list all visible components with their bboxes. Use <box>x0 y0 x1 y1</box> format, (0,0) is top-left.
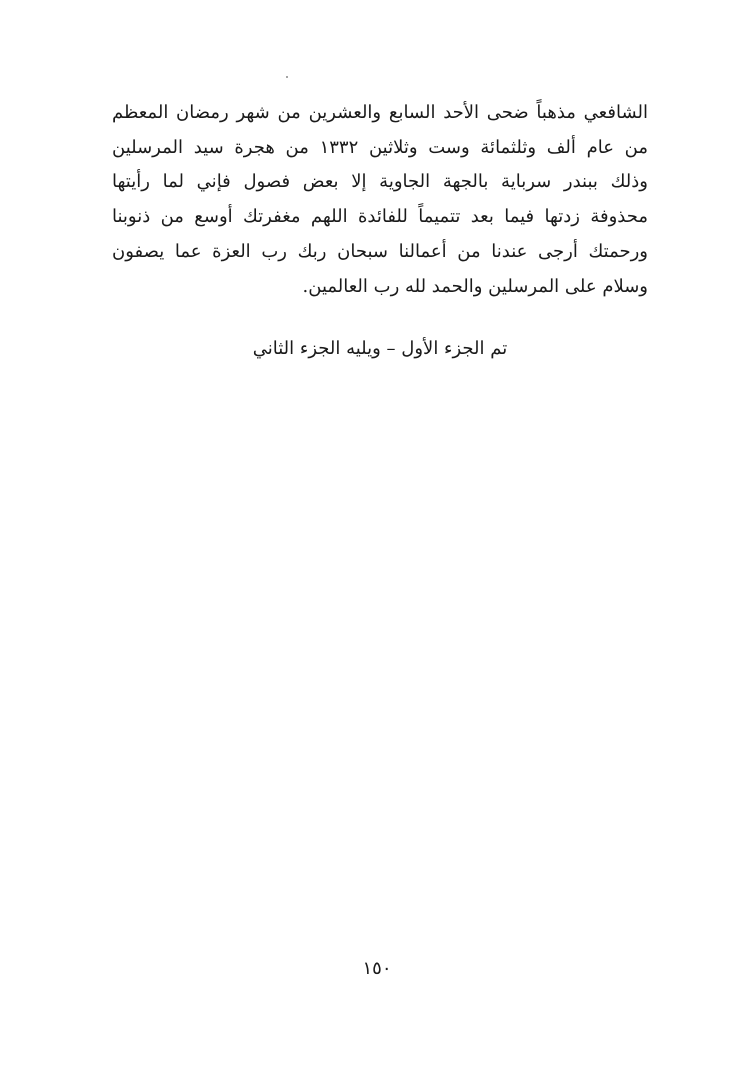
closing-line: تم الجزء الأول – ويليه الجزء الثاني <box>252 338 508 359</box>
page-number: ١٥٠ <box>362 958 392 979</box>
text-line: وذلك ببندر سرباية بالجهة الجاوية إلا بعض فصول فإني لما رأيتها <box>112 171 648 193</box>
text-line: من عام ألف وثلثمائة وست وثلاثين ١٣٣٢ من هجرة سيد المرسلين <box>112 136 648 158</box>
text-line: وسلام على المرسلين والحمد لله رب العالمين. <box>302 275 648 297</box>
scan-speck <box>286 76 288 78</box>
text-line: الشافعي مذهباً ضحى الأحد السابع والعشرين من شهر رمضان المعظم <box>112 102 648 123</box>
text-line: محذوفة زدتها فيما بعد تتميماً للفائدة اللهم مغفرتك أوسع من ذنوبنا <box>112 206 648 228</box>
text-line: ورحمتك أرجى عندنا من أعمالنا سبحان ربك رب العزة عما يصفون <box>112 240 648 262</box>
body-paragraph <box>112 96 648 304</box>
